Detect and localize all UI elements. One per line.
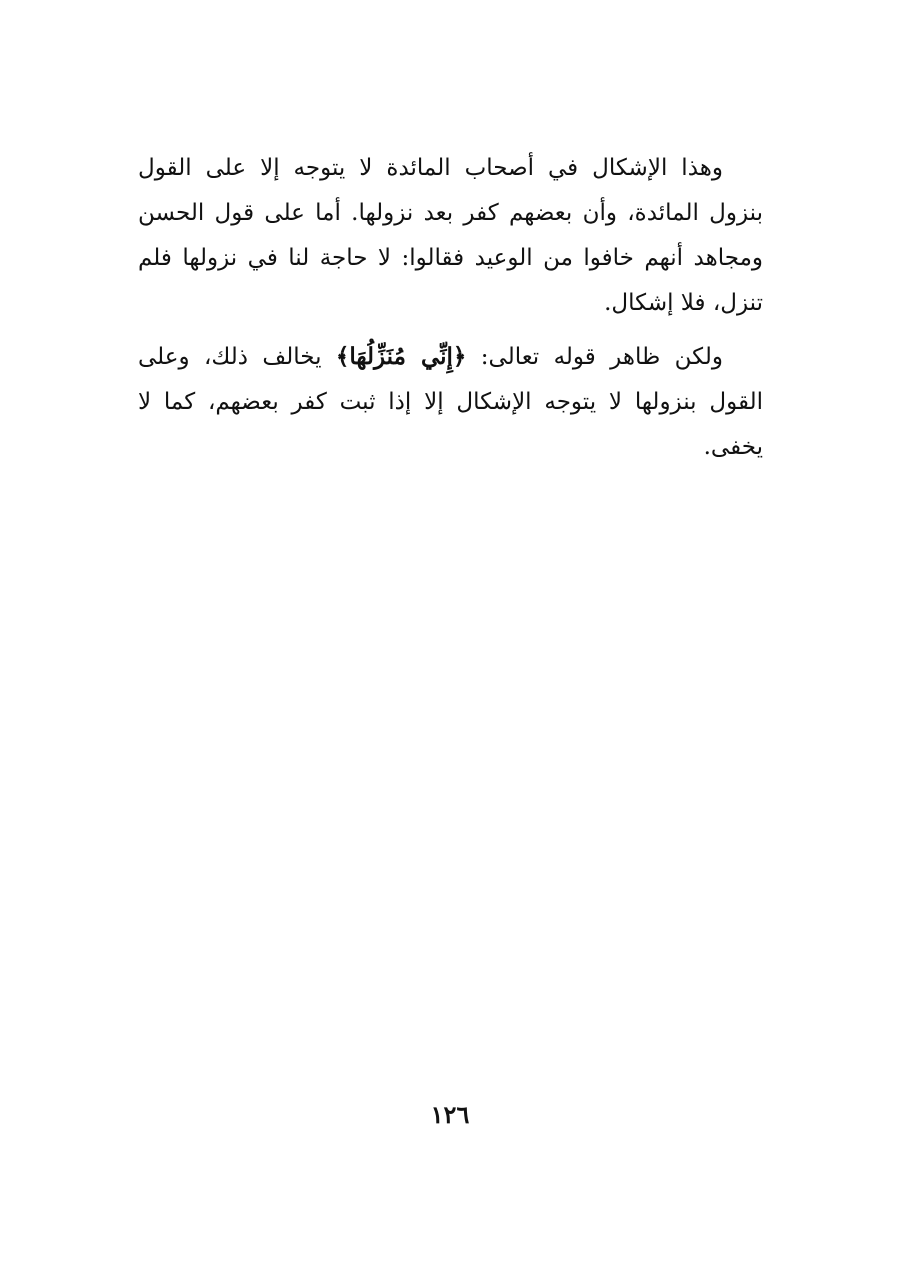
body-text bbox=[138, 146, 763, 470]
paragraph-2-lead: ولكن ظاهر قوله تعالى: bbox=[466, 344, 723, 370]
paragraph-1: وهذا الإشكال في أصحاب المائدة لا يتوجه إلا على القول بنزول المائدة، وأن بعضهم كفر بعد نزولها. أما على قول الحسن ومجاهد أنهم خافوا من الوعيد فقالوا: لا حاجة لنا في نزولها فلم تنزل، فلا إشكال. bbox=[138, 155, 763, 316]
paragraph-2-rest: يخالف ذلك، وعلى القول بنزولها لا يتوجه الإشكال إلا إذا ثبت كفر بعضهم، كما لا يخفى. bbox=[138, 344, 763, 460]
page-number: ١٢٦ bbox=[430, 1100, 470, 1129]
paragraph-2 bbox=[138, 334, 763, 470]
quran-quote: ﴿إِنِّي مُنَزِّلُهَا﴾ bbox=[335, 343, 467, 370]
